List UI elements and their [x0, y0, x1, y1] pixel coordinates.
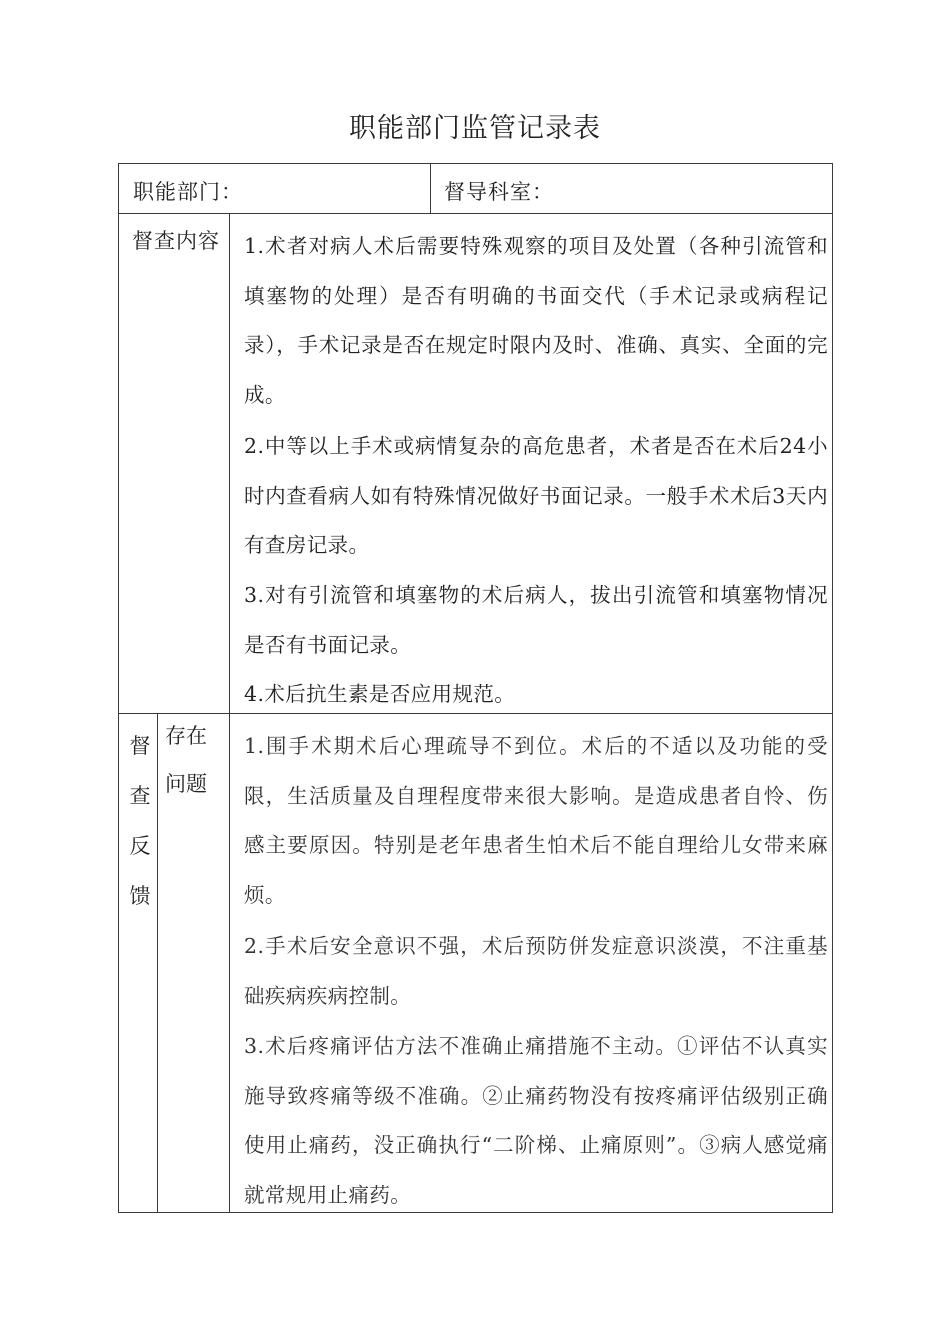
- feedback-label-char: 查: [129, 784, 151, 808]
- problems-label: [165, 712, 215, 808]
- inspection-item: 2.中等以上手术或病情复杂的高危患者，术者是否在术后24小时内查看病人如有特殊情况做好书面记录。一般手术术后3天内有查房记录。: [244, 434, 828, 557]
- problem-item: 2.手术后安全意识不强，术后预防併发症意识淡漠，不注重基础疾病疾病控制。: [244, 934, 828, 1008]
- form-title: 职能部门监管记录表: [349, 113, 601, 144]
- table-border-right: [832, 163, 833, 1213]
- inspection-item: 3.对有引流管和填塞物的术后病人，拔出引流管和填塞物情况是否有书面记录。: [244, 583, 828, 657]
- feedback-label-char: 督: [129, 734, 151, 758]
- inspection-item: 1.术者对病人术后需要特殊观察的项目及处置（各种引流管和填塞物的处理）是否有明确的书面交代（手术记录或病程记录），手术记录是否在规定时限内及时、准确、真实、全面的完成。: [244, 234, 828, 407]
- problems-label-line: 问题: [165, 772, 207, 796]
- inspection-content-label: 督查内容: [132, 229, 220, 253]
- problem-item: 1.围手术期术后心理疏导不到位。术后的不适以及功能的受限，生活质量及自理程度带来很大影响。是造成患者自怜、伤感主要原因。特别是老年患者生怕术后不能自理给儿女带来麻烦。: [244, 734, 828, 907]
- table-row-divider: [118, 213, 833, 214]
- table-border-left: [118, 163, 119, 1213]
- feedback-subcolumn-divider: [157, 713, 158, 1213]
- feedback-label-char: 馈: [129, 884, 151, 908]
- table-border-top: [118, 163, 833, 164]
- feedback-label-char: 反: [129, 834, 151, 858]
- problem-item: 3.术后疼痛评估方法不准确止痛措施不主动。①评估不认真实施导致疼痛等级不准确。②止痛药物没有按疼痛评估级别正确使用止痛药，没正确执行“二阶梯、止痛原则”。③病人感觉痛就常规用止痛药。: [244, 1034, 828, 1207]
- department-label: 职能部门：: [133, 180, 243, 204]
- feedback-label: [127, 721, 153, 921]
- inspection-item: 4.术后抗生素是否应用规范。: [244, 682, 516, 706]
- label-column-divider: [229, 213, 230, 1213]
- header-column-divider: [430, 163, 431, 214]
- supervised-department-label: 督导科室：: [444, 180, 554, 204]
- problems-label-line: 存在: [165, 724, 207, 748]
